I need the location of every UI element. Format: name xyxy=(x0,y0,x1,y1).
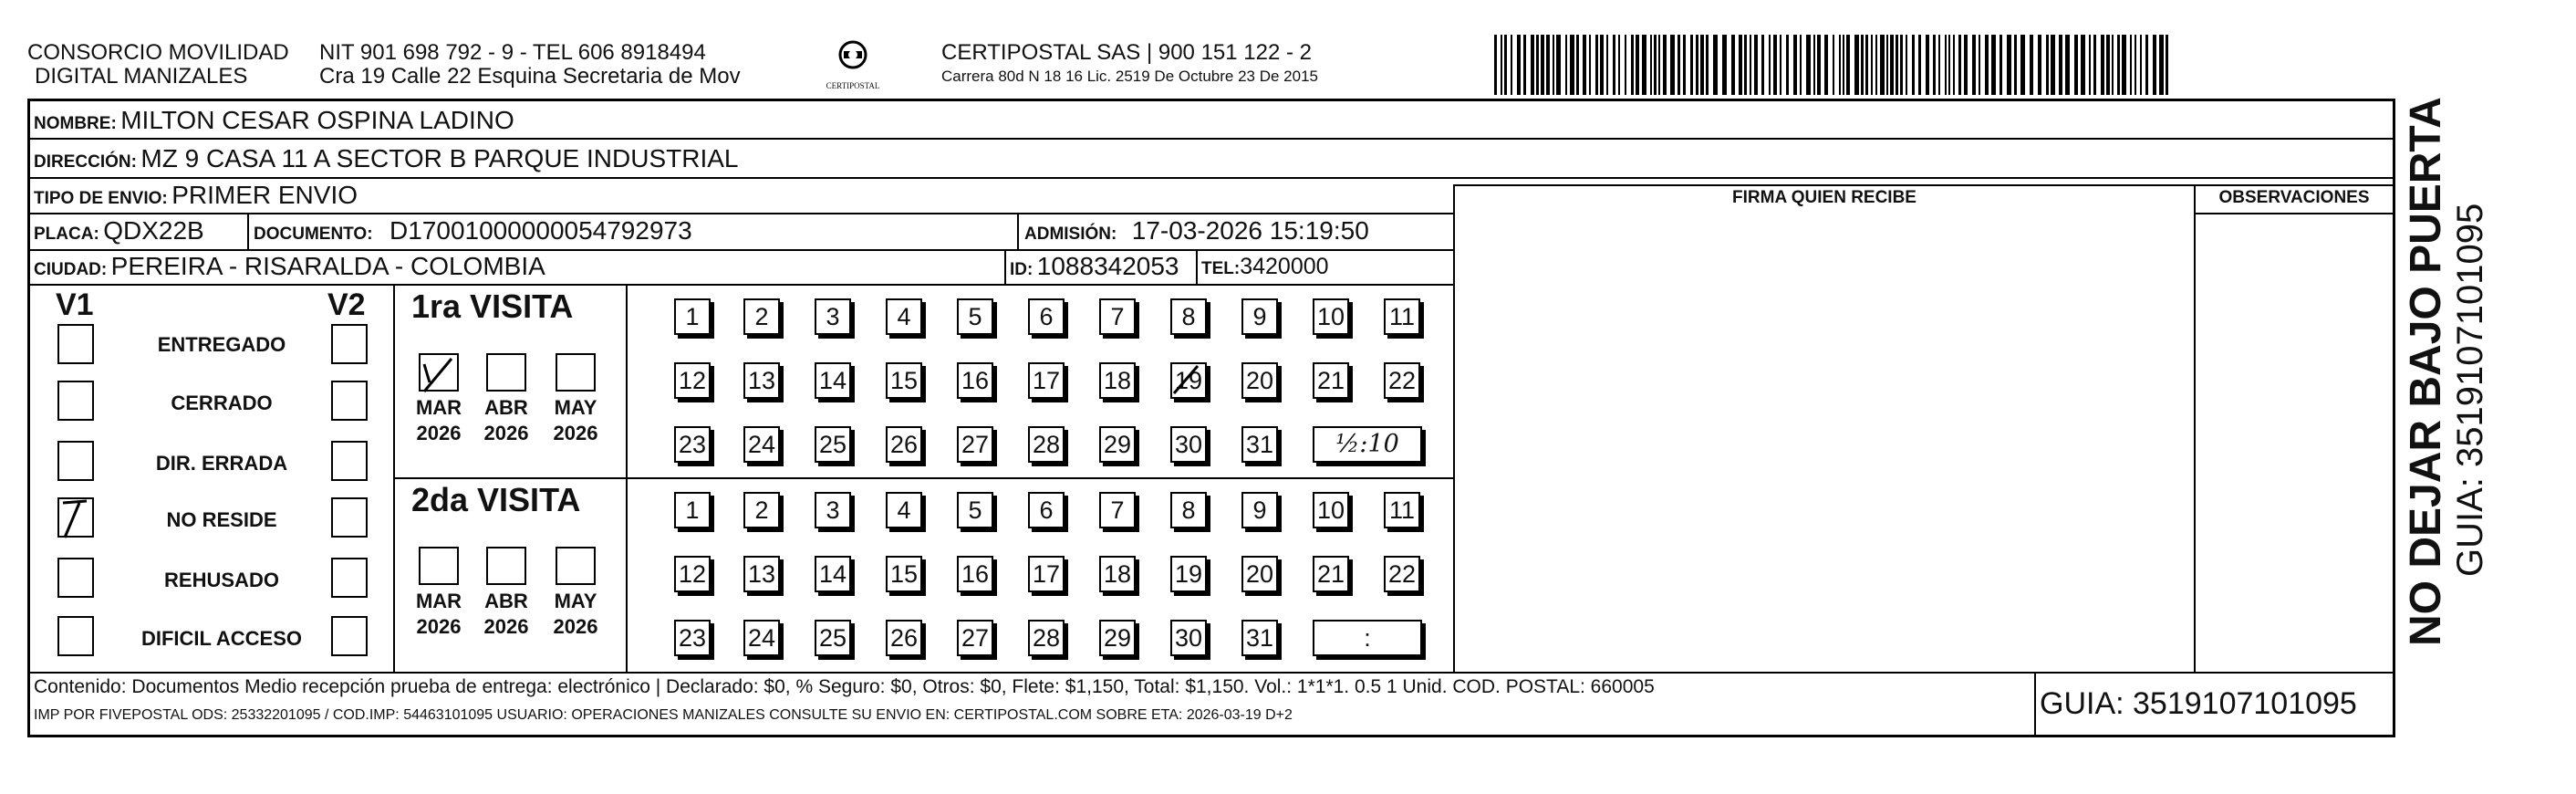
day-box[interactable]: 21 xyxy=(1313,556,1349,592)
delivery-card xyxy=(27,99,2395,737)
day-box[interactable]: 12 xyxy=(674,556,711,592)
day-box[interactable]: 22 xyxy=(1384,362,1420,399)
recipient-name: MILTON CESAR OSPINA LADINO xyxy=(120,106,514,134)
status-label: DIR. ERRADA xyxy=(155,452,288,475)
month-checkbox[interactable] xyxy=(486,353,526,392)
month-checkbox[interactable] xyxy=(419,547,459,585)
month-name: MAR xyxy=(415,396,462,419)
admision-value: 17-03-2026 15:19:50 xyxy=(1131,216,1369,245)
day-box[interactable]: 14 xyxy=(815,556,851,592)
day-box[interactable]: 30 xyxy=(1170,620,1207,656)
day-box[interactable]: 12 xyxy=(674,362,711,399)
status-label: ENTREGADO xyxy=(157,333,286,356)
day-box[interactable]: 29 xyxy=(1099,620,1136,656)
status-v2-checkbox[interactable] xyxy=(331,324,368,364)
day-box[interactable]: 31 xyxy=(1241,620,1278,656)
placa-field: PLACA: QDX22B xyxy=(34,216,204,245)
v2-label: V2 xyxy=(327,287,366,322)
day-box[interactable]: 7 xyxy=(1099,492,1136,528)
ciudad-value: PEREIRA - RISARALDA - COLOMBIA xyxy=(110,252,545,280)
observaciones-label: OBSERVACIONES xyxy=(2218,188,2370,207)
day-box[interactable]: 15 xyxy=(886,556,922,592)
month-year: 2026 xyxy=(416,615,462,638)
day-box[interactable]: 17 xyxy=(1028,556,1065,592)
side-guia: GUIA: 3519107101095 xyxy=(2450,203,2490,577)
day-box[interactable]: 22 xyxy=(1384,556,1420,592)
status-label: NO RESIDE xyxy=(166,508,277,531)
day-box[interactable]: 4 xyxy=(886,492,922,528)
day-box[interactable]: 5 xyxy=(957,492,993,528)
day-box[interactable]: 19 xyxy=(1170,556,1207,592)
day-box[interactable]: 10 xyxy=(1313,492,1349,528)
status-v1-checkbox[interactable] xyxy=(57,497,94,538)
tipo-envio-value: PRIMER ENVIO xyxy=(171,181,358,209)
day-box[interactable]: 9 xyxy=(1241,298,1278,335)
day-box[interactable]: 14 xyxy=(815,362,851,399)
company-name-line2: DIGITAL MANIZALES xyxy=(35,64,248,89)
certipostal-logo xyxy=(816,37,889,93)
day-box[interactable]: 26 xyxy=(886,426,922,463)
nombre-field: NOMBRE: MILTON CESAR OSPINA LADINO xyxy=(34,106,514,134)
nit-line1: NIT 901 698 792 - 9 - TEL 606 8918494 xyxy=(319,40,706,65)
day-box[interactable]: 11 xyxy=(1384,298,1420,335)
day-box[interactable]: 16 xyxy=(957,362,993,399)
status-v1-checkbox[interactable] xyxy=(57,324,94,364)
ciudad-field: CIUDAD: PEREIRA - RISARALDA - COLOMBIA xyxy=(34,252,545,280)
day-box[interactable]: 13 xyxy=(743,556,780,592)
observaciones-area[interactable] xyxy=(2196,214,2393,671)
day-box[interactable]: 17 xyxy=(1028,362,1065,399)
month-year: 2026 xyxy=(483,615,529,638)
day-box[interactable]: 18 xyxy=(1099,556,1136,592)
admision-field: ADMISIÓN: 17-03-2026 15:19:50 xyxy=(1024,216,1369,245)
placa-value: QDX22B xyxy=(103,216,204,245)
month-checkbox[interactable] xyxy=(486,547,526,585)
firma-label: FIRMA QUIEN RECIBE xyxy=(1732,188,1916,207)
status-section xyxy=(30,286,395,672)
no-dejar-bajo-puerta: NO DEJAR BAJO PUERTA xyxy=(2402,97,2450,646)
status-v1-checkbox[interactable] xyxy=(57,381,94,421)
day-box[interactable]: 25 xyxy=(815,426,851,463)
month-year: 2026 xyxy=(553,615,598,638)
status-v2-checkbox[interactable] xyxy=(331,558,368,598)
day-box[interactable]: 8 xyxy=(1170,492,1207,528)
footer-line2: IMP POR FIVEPOSTAL ODS: 25332201095 / COD.IMP: 54463101095 USUARIO: OPERACIONES MANIZALES CONSULTE SU ENVIO EN: CERTIPOSTAL.COM SOBRE ETA: 2026-03-19 D+2 xyxy=(34,707,1293,723)
day-box[interactable]: 20 xyxy=(1241,362,1278,399)
day-box[interactable]: 15 xyxy=(886,362,922,399)
status-v1-checkbox[interactable] xyxy=(57,616,94,656)
day-box[interactable]: 27 xyxy=(957,426,993,463)
day-box[interactable]: 3 xyxy=(815,492,851,528)
nit-line2: Cra 19 Calle 22 Esquina Secretaria de Mov xyxy=(319,64,741,89)
month-name: MAR xyxy=(415,590,462,612)
month-checkbox[interactable] xyxy=(556,547,596,585)
month-name: ABR xyxy=(484,396,528,419)
status-v2-checkbox[interactable] xyxy=(331,497,368,538)
day-box[interactable]: 6 xyxy=(1028,492,1065,528)
month-year: 2026 xyxy=(553,422,598,444)
day-box[interactable]: 16 xyxy=(957,556,993,592)
day-box[interactable]: 21 xyxy=(1313,362,1349,399)
day-box[interactable]: 13 xyxy=(743,362,780,399)
courier-line2: Carrera 80d N 18 16 Lic. 2519 De Octubre 23 De 2015 xyxy=(941,68,1318,85)
day-box[interactable]: 20 xyxy=(1241,556,1278,592)
courier-line1: CERTIPOSTAL SAS | 900 151 122 - 2 xyxy=(941,40,1312,65)
day-box[interactable]: 6 xyxy=(1028,298,1065,335)
day-box[interactable]: 27 xyxy=(957,620,993,656)
status-label: CERRADO xyxy=(171,392,273,414)
status-v2-checkbox[interactable] xyxy=(331,381,368,421)
footer-line1: Contenido: Documentos Medio recepción prueba de entrega: electrónico | Declarado: $0, % Seguro: $0, Otros: $0, Flete: $1,150, Total: $1,150. Vol.: 1*1*1. 0.5 1 Unid. COD. POSTAL: 660005 xyxy=(34,676,1655,697)
tel-value: 3420000 xyxy=(1240,254,1329,279)
month-year: 2026 xyxy=(416,422,462,444)
status-label: DIFICIL ACCESO xyxy=(140,627,302,650)
day-box[interactable]: 9 xyxy=(1241,492,1278,528)
company-name-line1: CONSORCIO MOVILIDAD xyxy=(27,40,289,65)
day-box[interactable]: 26 xyxy=(886,620,922,656)
status-v2-checkbox[interactable] xyxy=(331,616,368,656)
day-box[interactable]: 28 xyxy=(1028,426,1065,463)
day-box[interactable]: 10 xyxy=(1313,298,1349,335)
day-box[interactable]: 29 xyxy=(1099,426,1136,463)
visit-title: 2da VISITA xyxy=(411,481,581,518)
day-box[interactable]: 23 xyxy=(674,426,711,463)
day-box[interactable]: 24 xyxy=(743,426,780,463)
documento-field: DOCUMENTO: D17001000000054792973 xyxy=(254,216,692,245)
recipient-address: MZ 9 CASA 11 A SECTOR B PARQUE INDUSTRIAL xyxy=(140,144,739,172)
footer-guia: GUIA: 3519107101095 xyxy=(2040,686,2357,721)
month-name: MAY xyxy=(554,590,597,612)
status-v2-checkbox[interactable] xyxy=(331,441,368,481)
day-box[interactable]: 19 xyxy=(1170,362,1207,399)
tel-field: TEL:3420000 xyxy=(1201,254,1329,279)
day-box[interactable]: 2 xyxy=(743,298,780,335)
id-value: 1088342053 xyxy=(1036,252,1179,280)
month-year: 2026 xyxy=(483,422,529,444)
handwritten-check-icon xyxy=(59,499,96,539)
day-box[interactable]: 28 xyxy=(1028,620,1065,656)
day-box[interactable]: 25 xyxy=(815,620,851,656)
visit-time-box[interactable]: ½:10 xyxy=(1313,426,1422,463)
day-box[interactable]: 1 xyxy=(674,298,711,335)
day-box[interactable]: 7 xyxy=(1099,298,1136,335)
visit-time-box[interactable]: : xyxy=(1313,620,1422,656)
month-checkbox[interactable] xyxy=(556,353,596,392)
logo-text: CERTIPOSTAL xyxy=(826,81,880,90)
day-box[interactable]: 18 xyxy=(1099,362,1136,399)
tipo-envio-field: TIPO DE ENVIO: PRIMER ENVIO xyxy=(34,181,358,209)
day-box[interactable]: 11 xyxy=(1384,492,1420,528)
day-box[interactable]: 3 xyxy=(815,298,851,335)
day-mark-icon xyxy=(1170,362,1207,399)
day-box[interactable]: 24 xyxy=(743,620,780,656)
direccion-field: DIRECCIÓN: MZ 9 CASA 11 A SECTOR B PARQUE INDUSTRIAL xyxy=(34,144,739,172)
day-box[interactable]: 1 xyxy=(674,492,711,528)
visit-title: 1ra VISITA xyxy=(411,287,574,325)
day-box[interactable]: 4 xyxy=(886,298,922,335)
handwritten-check-icon xyxy=(421,355,461,393)
status-v1-checkbox[interactable] xyxy=(57,558,94,598)
day-box[interactable]: 5 xyxy=(957,298,993,335)
certipostal-logo-icon xyxy=(816,37,889,77)
day-box[interactable]: 8 xyxy=(1170,298,1207,335)
day-box[interactable]: 23 xyxy=(674,620,711,656)
month-name: ABR xyxy=(484,590,528,612)
documento-value: D17001000000054792973 xyxy=(390,216,692,245)
month-checkbox[interactable] xyxy=(419,353,459,392)
firma-area[interactable] xyxy=(1455,214,2194,671)
day-box[interactable]: 2 xyxy=(743,492,780,528)
status-label: REHUSADO xyxy=(164,569,279,591)
status-v1-checkbox[interactable] xyxy=(57,441,94,481)
barcode xyxy=(1494,35,2171,95)
v1-label: V1 xyxy=(56,287,94,322)
day-box[interactable]: 31 xyxy=(1241,426,1278,463)
day-box[interactable]: 30 xyxy=(1170,426,1207,463)
month-name: MAY xyxy=(554,396,597,419)
id-field: ID: 1088342053 xyxy=(1010,252,1179,280)
